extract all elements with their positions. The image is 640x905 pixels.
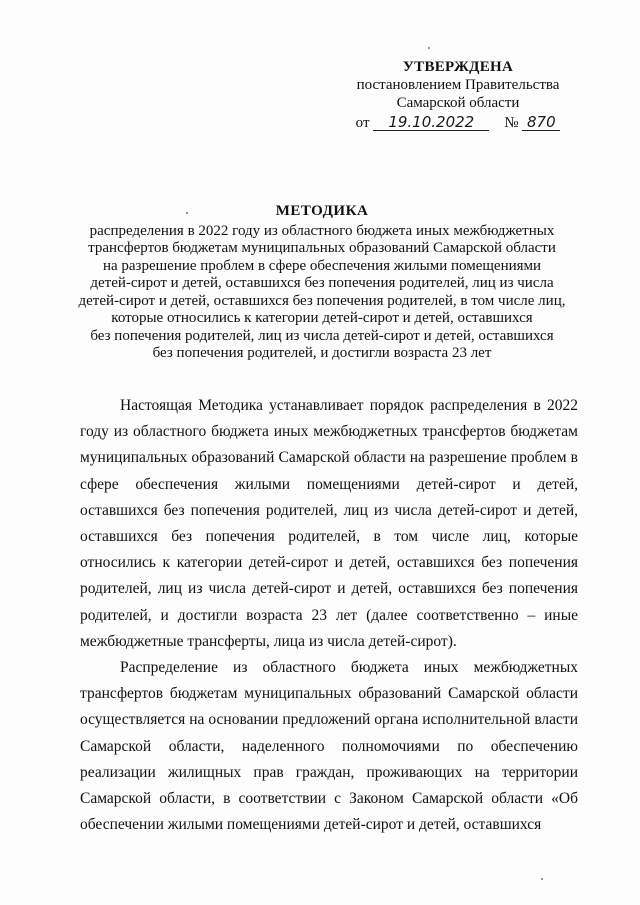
document-body: [80, 393, 578, 838]
handwritten-number: 870: [522, 114, 560, 131]
subtitle-line: без попечения родителей, лиц из числа детей-сирот и детей, оставшихся: [90, 327, 554, 344]
subtitle-line: распределения в 2022 году из областного бюджета иных межбюджетных: [89, 222, 555, 239]
body-paragraph-2: Распределение из областного бюджета иных межбюджетных трансфертов бюджетам муниципальных образований Самарской области осуществляется на основании предложений органа исполнительной власти Самарской области, наделенного полномочиями по обеспечению реализации жилищных прав граждан, проживающих на территории Самарской области, в соответствии с Законом Самарской области «Об обеспечении жилыми помещениями детей-сирот и детей, оставшихся: [80, 659, 578, 834]
subtitle-line: трансфертов бюджетам муниципальных образований Самарской области: [88, 240, 556, 256]
scan-speck: [541, 878, 543, 880]
approval-line-1: постановлением Правительства: [356, 77, 560, 93]
number-prefix: №: [504, 115, 519, 131]
approval-line-2: Самарской области: [396, 95, 520, 111]
subtitle-line: которые относились к категории детей-сирот и детей, оставшихся: [111, 310, 533, 326]
approval-stamp: [348, 58, 568, 132]
document-title-block: [62, 203, 582, 363]
handwritten-date: 19.10.2022: [373, 114, 489, 131]
scan-speck: [186, 212, 188, 214]
subtitle-line: без попечения родителей, и достигли возраста 23 лет: [152, 345, 492, 361]
date-prefix: от: [355, 115, 370, 131]
subtitle-line: детей-сирот и детей, оставшихся без попечения родителей, в том числе лиц,: [78, 292, 566, 309]
approval-heading: УТВЕРЖДЕНА: [402, 59, 514, 75]
body-paragraph-1: Настоящая Методика устанавливает порядок распределения в 2022 году из областного бюджета иных межбюджетных трансфертов бюджетам муниципальных образований Самарской области на разрешение проблем в сфере обеспечения жилыми помещениями детей-сирот и детей, оставшихся без попечения родителей, лиц из числа детей-сирот и детей, оставшихся без попечения родителей, в том числе лиц, которые относились к категории детей-сирот и детей, оставшихся без попечения родителей, лиц из числа детей-сирот и детей, оставшихся без попечения родителей, и достигли возраста 23 лет (далее соответственно – иные межбюджетные трансферты, лица из числа детей-сирот).: [80, 397, 578, 650]
approval-date-line: [348, 114, 568, 132]
scan-speck: [428, 47, 430, 49]
subtitle-line: на разрешение проблем в сфере обеспечения жилыми помещениями: [102, 257, 542, 274]
document-title: МЕТОДИКА: [275, 203, 369, 219]
subtitle-line: детей-сирот и детей, оставшихся без попечения родителей, лиц из числа: [90, 275, 554, 291]
